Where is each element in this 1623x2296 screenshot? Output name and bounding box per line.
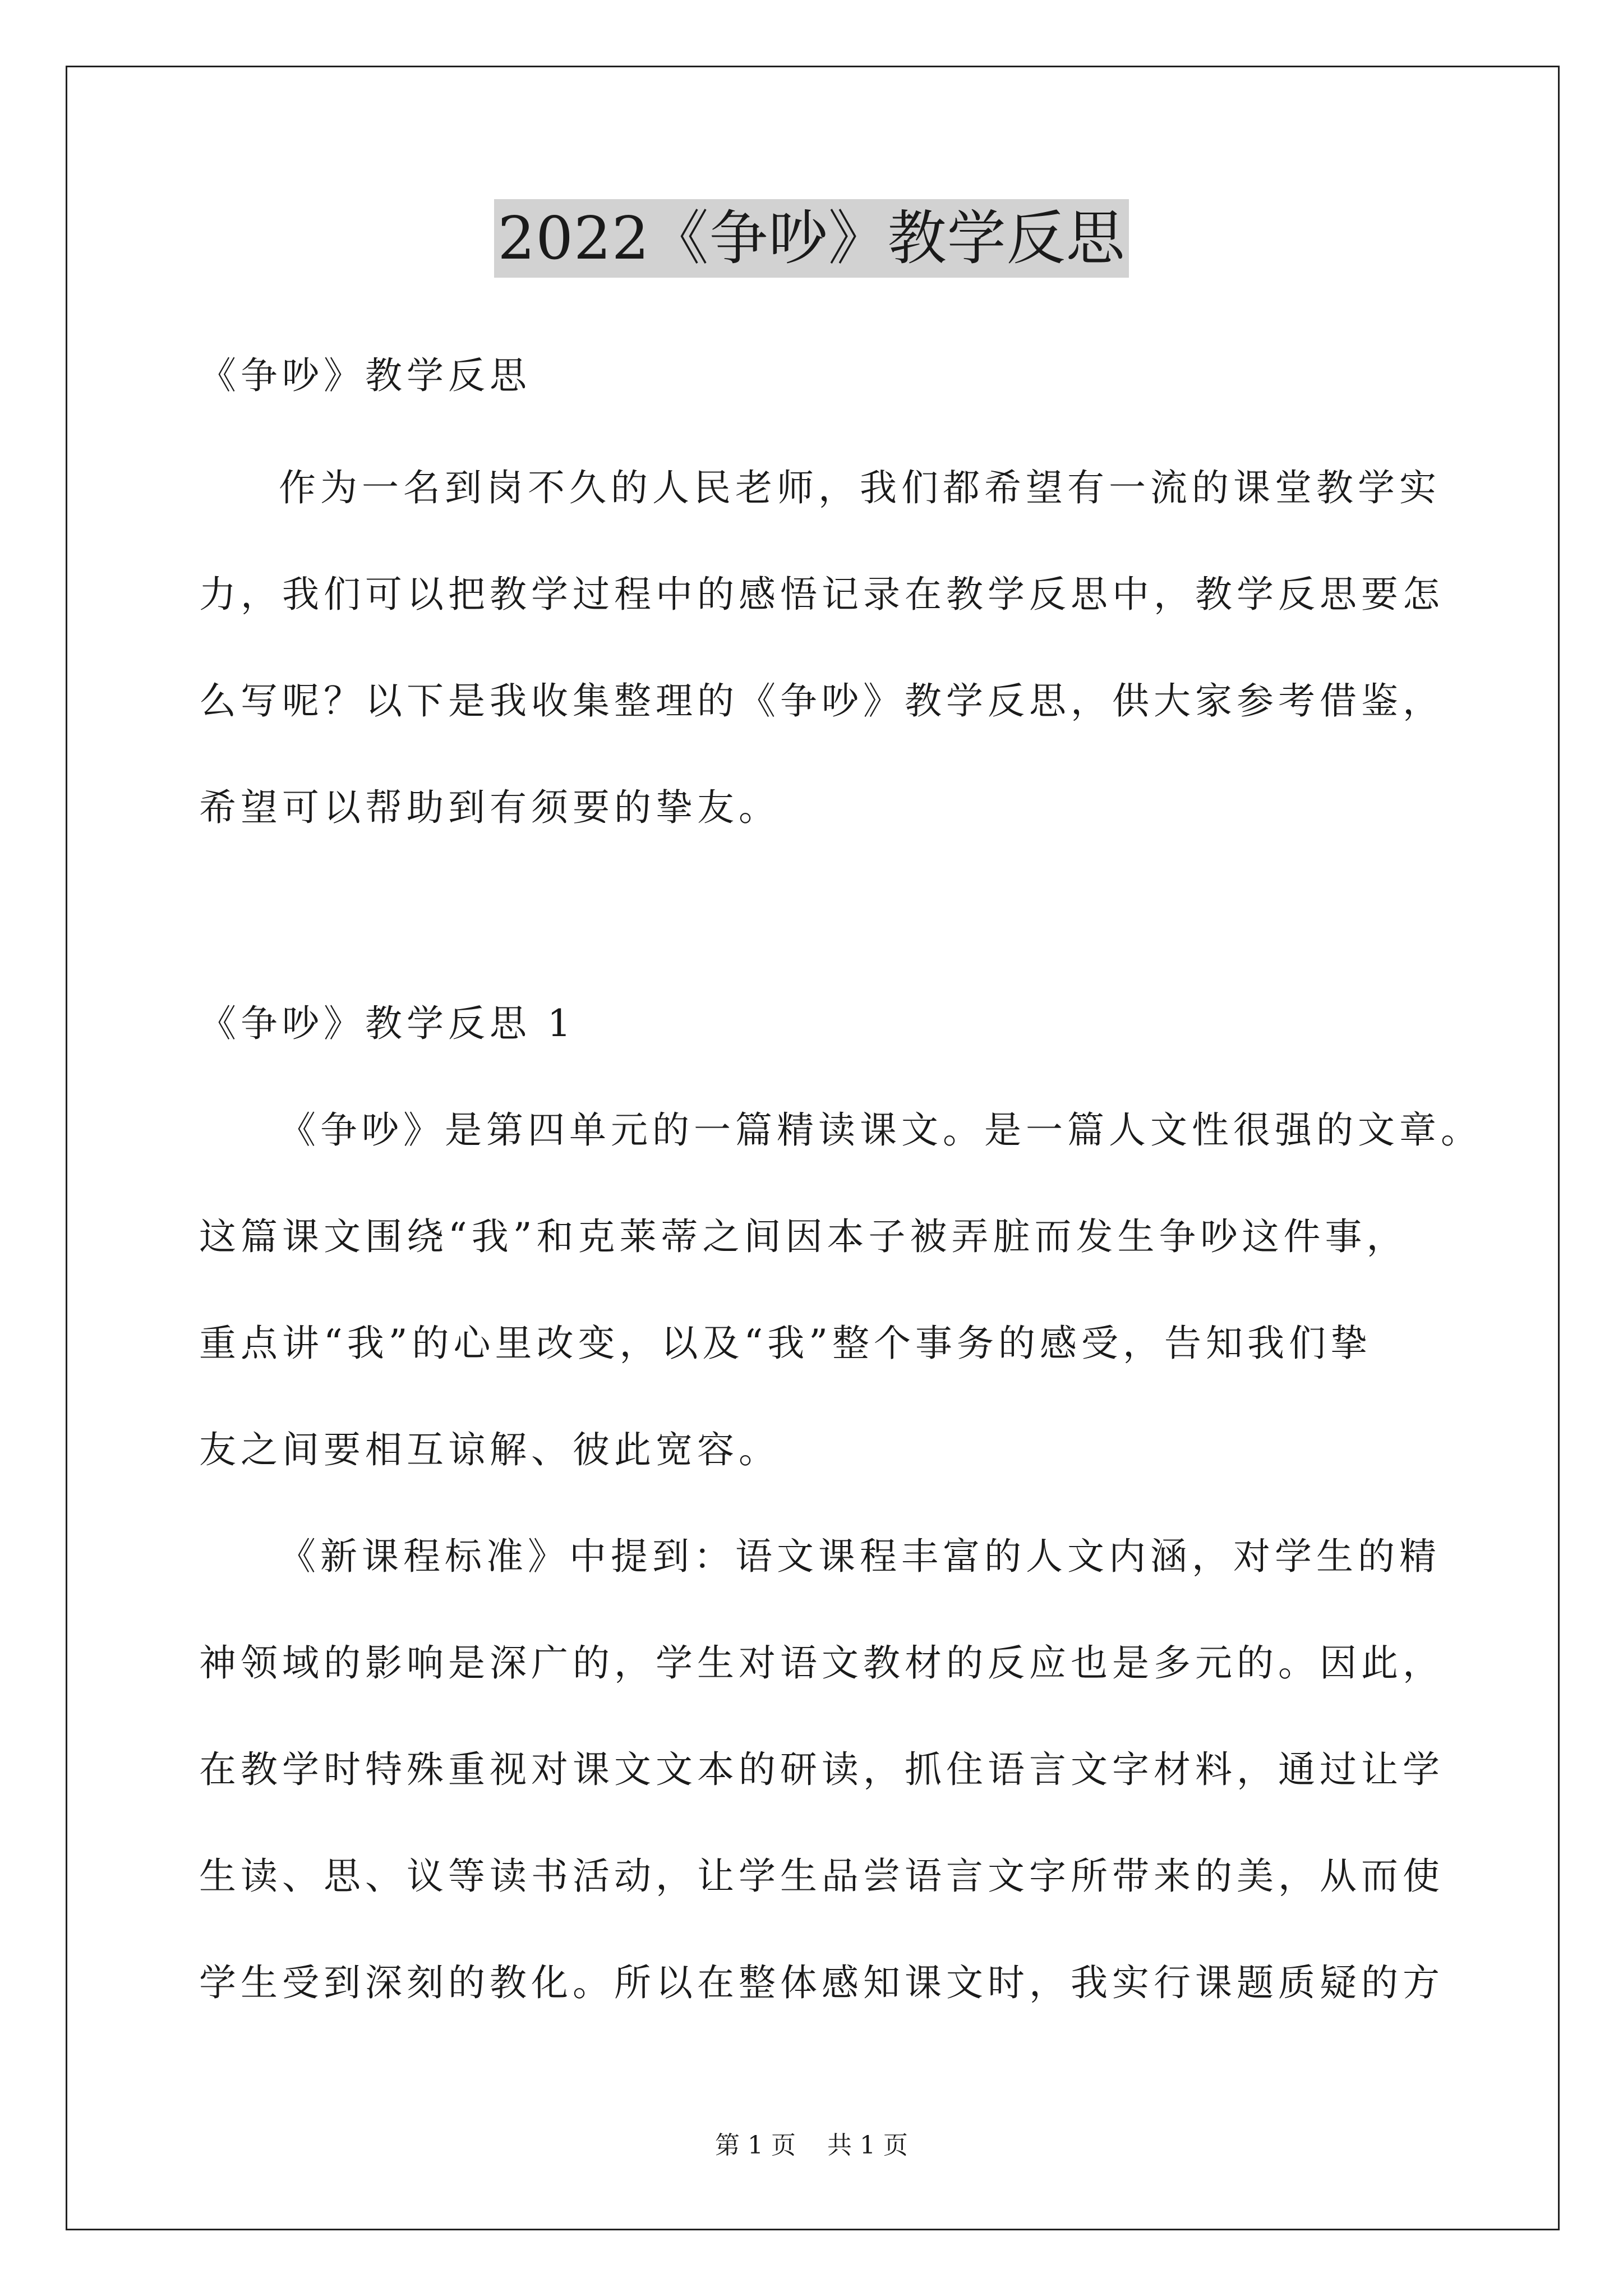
intro-line-1: 作为一名到岗不久的人民老师，我们都希望有一流的课堂教学实 [279, 466, 1441, 509]
para2-line-5: 学生受到深刻的教化。所以在整体感知课文时，我实行课题质疑的方 [199, 1961, 1444, 2004]
document-title: 2022《争吵》教学反思 [494, 199, 1128, 278]
heading: 《争吵》教学反思 [199, 354, 531, 397]
para1-line-4: 友之间要相互谅解、彼此宽容。 [199, 1428, 780, 1471]
para2-line-1: 《新课程标准》中提到：语文课程丰富的人文内涵，对学生的精 [279, 1535, 1441, 1578]
title-container [0, 199, 1623, 278]
intro-line-3: 么写呢？以下是我收集整理的《争吵》教学反思，供大家参考借鉴， [199, 679, 1444, 723]
para1-line-3: 重点讲“我”的心里改变，以及“我”整个事务的感受，告知我们挚 [199, 1322, 1372, 1365]
para2-line-4: 生读、思、议等读书活动，让学生品尝语言文字所带来的美，从而使 [199, 1855, 1444, 1898]
para2-line-2: 神领域的影响是深广的，学生对语文教材的反应也是多元的。因此， [199, 1641, 1444, 1685]
section-heading: 《争吵》教学反思 1 [199, 1002, 575, 1045]
intro-line-4: 希望可以帮助到有须要的挚友。 [199, 786, 780, 829]
para2-line-3: 在教学时特殊重视对课文文本的研读，抓住语言文字材料，通过让学 [199, 1748, 1444, 1791]
intro-line-2: 力，我们可以把教学过程中的感悟记录在教学反思中，教学反思要怎 [199, 573, 1444, 616]
para1-line-2: 这篇课文围绕“我”和克莱蒂之间因本子被弄脏而发生争吵这件事， [199, 1215, 1408, 1258]
para1-line-1: 《争吵》是第四单元的一篇精读课文。是一篇人文性很强的文章。 [279, 1108, 1482, 1152]
page-footer: 第 1 页 共 1 页 [715, 2131, 908, 2160]
